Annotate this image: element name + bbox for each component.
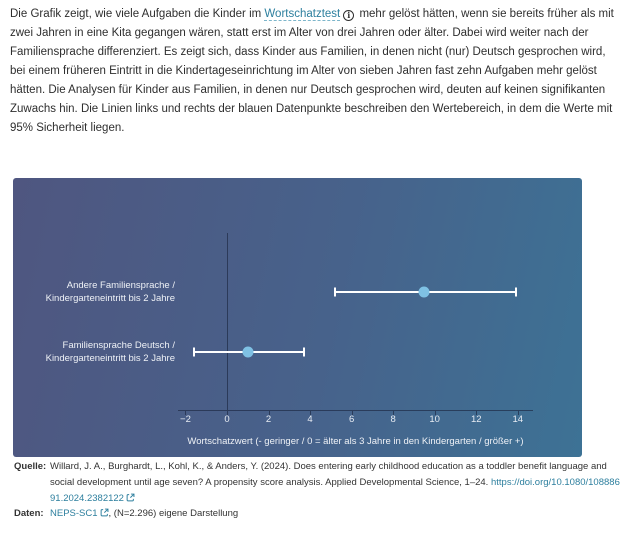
confidence-interval-cap bbox=[515, 288, 517, 297]
confidence-interval-cap bbox=[303, 348, 305, 357]
category-label: Familiensprache Deutsch / Kindergarteneintritt bis 2 Jahre bbox=[45, 340, 175, 364]
external-link-icon[interactable] bbox=[100, 508, 109, 517]
daten-text: , (N=2.296) eigene Darstellung bbox=[108, 508, 239, 519]
source-row-daten bbox=[14, 506, 620, 522]
confidence-interval-cap bbox=[193, 348, 195, 357]
citation-text: Willard, J. A., Burghardt, L., Kohl, K., & Anders, Y. (2024). Does entering early childhood education as a toddler benefit language and social development until age seven? A propensity score analysis. Applied Developmental Science, 1–24. bbox=[50, 461, 607, 488]
daten-label: Daten: bbox=[14, 508, 44, 519]
citation bbox=[50, 459, 620, 507]
confidence-interval-cap bbox=[334, 288, 336, 297]
x-axis-line bbox=[178, 410, 533, 411]
zero-reference-line bbox=[227, 233, 228, 410]
info-icon-glyph: i bbox=[347, 10, 351, 20]
x-axis-tick-label: 0 bbox=[224, 414, 230, 425]
quelle-label: Quelle: bbox=[14, 461, 47, 472]
doi-link[interactable]: https://doi.org/10.1080/10888691.2024.2382122 bbox=[50, 477, 620, 504]
wortschatztest-link[interactable]: Wortschatztest bbox=[264, 8, 341, 20]
source-row-quelle bbox=[14, 459, 620, 507]
x-axis-title: Wortschatzwert (- geringer / 0 = älter als 3 Jahre in den Kindergarten / größer +) bbox=[187, 436, 524, 447]
x-axis-tick-label: 4 bbox=[307, 414, 313, 425]
estimate-point[interactable] bbox=[419, 287, 430, 298]
x-axis-tick-label: 2 bbox=[265, 414, 272, 425]
intro-paragraph bbox=[10, 5, 622, 138]
neps-link[interactable]: NEPS-SC1 bbox=[50, 508, 98, 519]
intro-text-rest: mehr gelöst hätten, wenn sie bereits früher als mit zwei Jahren in eine Kita gegangen wären, statt erst im Alter von drei Jahren oder älter. Dabei wird weiter nach der Familiensprache differenziert. Es zeigt sich, dass Kinder aus Familien, in denen nicht (nur) Deutsch gesprochen wird, bei einem früheren Eintritt in die Kindertageseinrichtung im Alter von sieben Jahren fast zehn Aufgaben mehr gelöst hätten. Die Analysen für Kinder aus Familien, in denen nur Deutsch gesprochen wird, deuten auf keinen signifikanten Zuwachs hin. Die Linien links und rechts der blauen Datenpunkte beschreiben den Wertebereich, in dem die Werte mit 95% Sicherheit liegen. bbox=[10, 8, 614, 134]
daten-body bbox=[50, 506, 620, 522]
category-label: Andere Familiensprache / Kindergarteneintritt bis 2 Jahre bbox=[45, 280, 175, 304]
x-axis-tick-label: 12 bbox=[470, 414, 482, 425]
estimate-point[interactable] bbox=[242, 347, 253, 358]
x-axis-tick-label: 10 bbox=[429, 414, 440, 425]
x-axis-tick-label: 14 bbox=[512, 414, 524, 425]
x-axis-tick-label: 6 bbox=[348, 414, 355, 425]
x-axis-tick-label: 8 bbox=[390, 414, 396, 425]
info-icon[interactable] bbox=[343, 10, 354, 21]
error-bar-chart bbox=[13, 178, 582, 457]
external-link-icon[interactable] bbox=[126, 493, 135, 502]
intro-text-start: Die Grafik zeigt, wie viele Aufgaben die Kinder im bbox=[10, 8, 265, 20]
x-axis-tick-label: −2 bbox=[180, 414, 191, 425]
